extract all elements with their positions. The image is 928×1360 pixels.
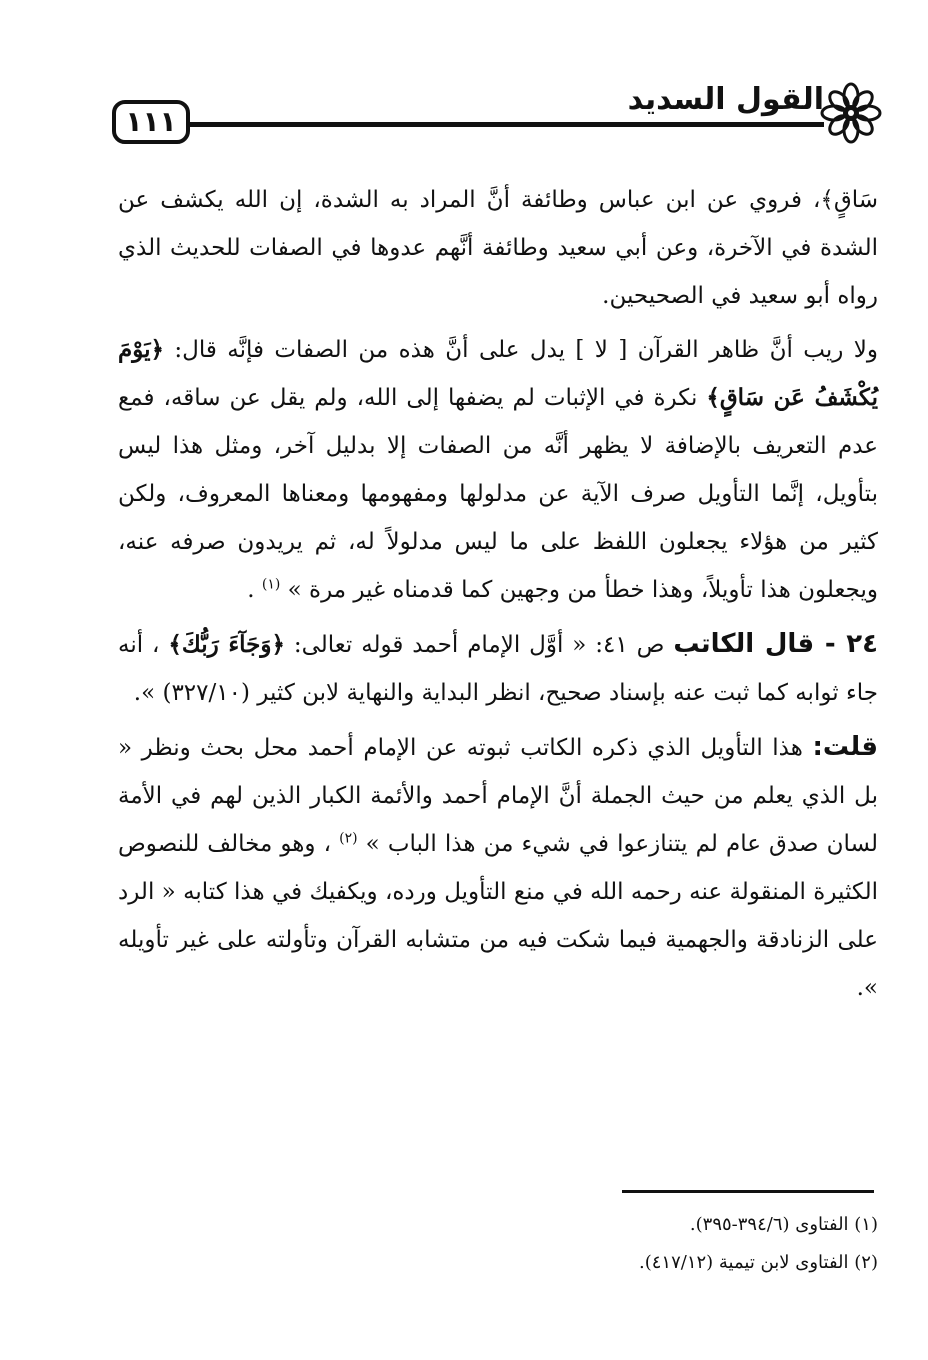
main-text [118, 176, 878, 1012]
footnotes [118, 1206, 878, 1282]
footnote-2: (٢) الفتاوى لابن تيمية (٤١٧/١٢). [639, 1252, 878, 1273]
footnote-ref-1: (١) [261, 576, 281, 593]
quran-verse: ﴿وَجَآءَ رَبُّكَ﴾ [168, 631, 285, 658]
section-heading: ٢٤ - قال الكاتب [673, 629, 879, 659]
paragraph-4-text-b: ، وهو مخالف للنصوص الكثيرة المنقولة عنه رحمه الله في منع التأويل ورده، ويكفيك في هذا كتابه « الرد على الزنادقة والجهمية فيما شكت فيه من متشابه القرآن وتأولته على غير تأويله ». [118, 831, 878, 1001]
footnote-divider [622, 1190, 874, 1193]
page-number: ١١١ [112, 100, 190, 144]
paragraph-2-text-a: ولا ريب أنَّ ظاهر القرآن [ لا ] يدل على أنَّ هذه من الصفات فإنَّه قال: [164, 337, 878, 363]
reply-heading: قلت: [812, 732, 878, 762]
header-rule [188, 122, 824, 127]
running-header [112, 78, 882, 150]
paragraph-4 [118, 723, 878, 1012]
paragraph-4-text-a: هذا التأويل الذي ذكره الكاتب ثبوته عن الإمام أحمد محل بحث ونظر « بل الذي يعلم من حيث الجملة أنَّ الإمام أحمد والأئمة الكبار الذين لهم في الأمة لسان صدق عام لم يتنازعوا في شيء من هذا الباب » [118, 735, 879, 857]
paragraph-2-end: . [247, 577, 255, 603]
paragraph-3-text-a: ص ٤١: « أوَّل الإمام أحمد قوله تعالى: [284, 632, 665, 658]
quran-verse: ﴿يَوْمَ يُكْشَفُ عَن سَاقٍ﴾ [118, 336, 879, 411]
paragraph-1: سَاقٍ﴾، فروي عن ابن عباس وطائفة أنَّ المراد به الشدة، إن الله يكشف عن الشدة في الآخرة، وعن أبي سعيد وطائفة أنَّهم عدوها في الصفات للحديث الذي رواه أبو سعيد في الصحيحين. [118, 187, 878, 309]
flower-ornament-icon [820, 82, 882, 144]
book-title: القول السديد [627, 82, 824, 117]
paragraph-3 [118, 620, 878, 717]
footnote-1: (١) الفتاوى (٣٩٤/٦-٣٩٥). [689, 1214, 878, 1235]
footnote-ref-2: (٢) [339, 830, 358, 847]
paragraph-3-text-b: ، أنه جاء ثوابه كما ثبت عنه بإسناد صحيح، انظر البداية والنهاية لابن كثير (٣٢٧/١٠) ». [118, 632, 878, 706]
paragraph-2-text-b: نكرة في الإثبات لم يضفها إلى الله، ولم يقل عن ساقه، فمع عدم التعريف بالإضافة لا يظهر أنَّه من الصفات إلا بدليل آخر، ومثل هذا ليس بتأويل، إنَّما التأويل صرف الآية عن مدلولها ومفهومها ومعناها المعروف، ولكن كثير من هؤلاء يجعلون اللفظ على ما ليس مدلولاً له، ثم يريدون صرفه عنه، ويجعلون هذا تأويلاً، وهذا خطأ من وجهين كما قدمناه غير مرة » [118, 385, 878, 603]
paragraph-2 [118, 326, 878, 614]
